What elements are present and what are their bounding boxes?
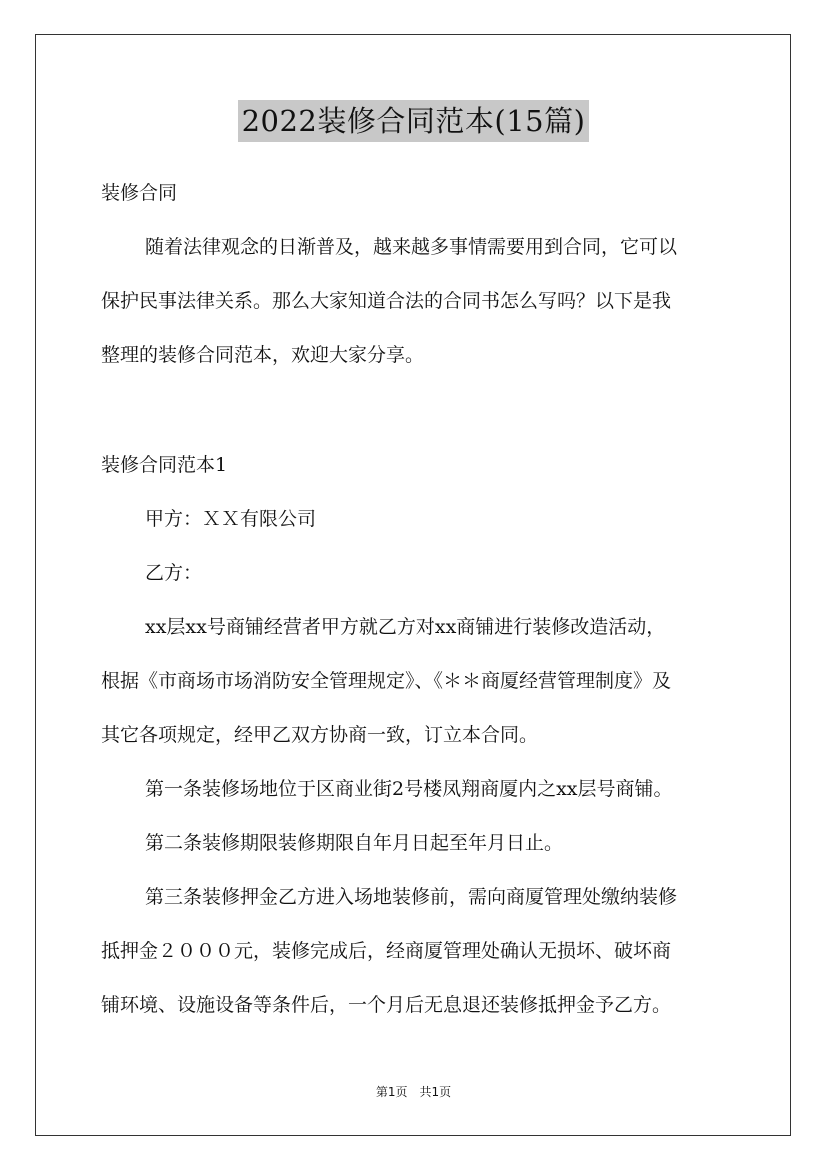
paragraph-line: 随着法律观念的日渐普及，越来越多事情需要用到合同，它可以 (145, 236, 678, 258)
party-a-line: 甲方：ＸＸ有限公司 (145, 508, 317, 530)
clause-line: 第二条装修期限装修期限自年月日起至年月日止。 (145, 832, 564, 854)
document-title: 2022装修合同范本(15篇) (238, 100, 590, 142)
paragraph-line: 铺环境、设施设备等条件后，一个月后无息退还装修抵押金予乙方。 (101, 994, 672, 1016)
title-container (0, 100, 827, 142)
paragraph-line: 根据《市商场市场消防安全管理规定》、《＊＊商厦经营管理制度》及 (101, 670, 672, 692)
clause-line: 第三条装修押金乙方进入场地装修前，需向商厦管理处缴纳装修 (145, 886, 678, 908)
paragraph-line: 整理的装修合同范本，欢迎大家分享。 (101, 344, 425, 366)
section-heading: 装修合同 (101, 182, 178, 204)
paragraph-line: xx层xx号商铺经营者甲方就乙方对xx商铺进行装修改造活动， (145, 616, 666, 638)
section-heading: 装修合同范本1 (101, 454, 228, 476)
paragraph-line: 抵押金２０００元，装修完成后，经商厦管理处确认无损坏、破坏商 (101, 940, 672, 962)
clause-line: 第一条装修场地位于区商业街2号楼凤翔商厦内之xx层号商铺。 (145, 778, 673, 800)
party-b-line: 乙方： (145, 562, 203, 584)
paragraph-line: 保护民事法律关系。那么大家知道合法的合同书怎么写吗？以下是我 (101, 290, 672, 312)
page-footer: 第1页 共1页 (375, 1085, 452, 1099)
paragraph-line: 其它各项规定，经甲乙双方协商一致，订立本合同。 (101, 724, 539, 746)
